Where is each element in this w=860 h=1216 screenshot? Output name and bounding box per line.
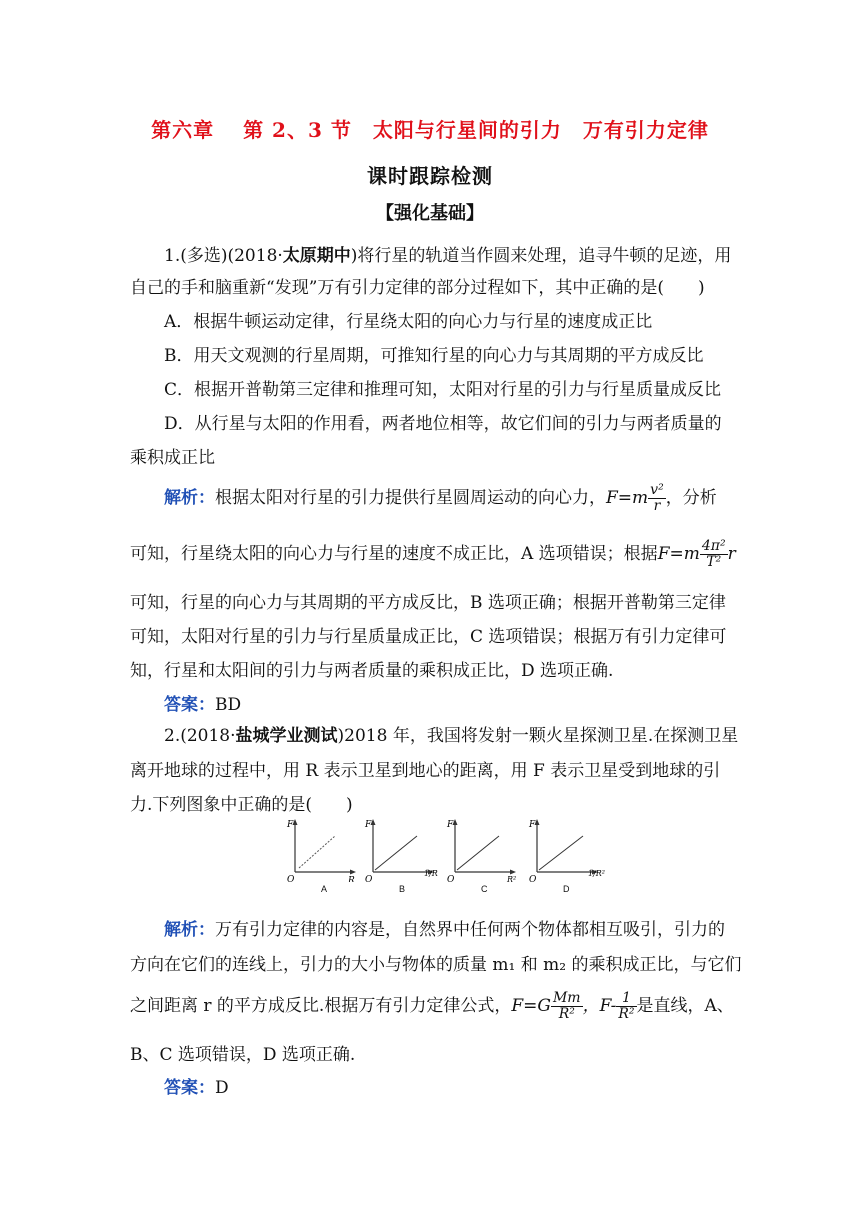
graph-c-letter: C — [481, 884, 488, 894]
graph-a-y-label: F — [287, 820, 294, 830]
q1-analysis-line-1: 解析：根据太阳对行星的引力提供行星圆周运动的向心力，F=m $\frac{\text{v²}}{r}$ ，分析 — [164, 482, 717, 514]
section-heading: 【强化基础】 — [376, 203, 484, 224]
graph-b — [364, 819, 438, 882]
answer-value: BD — [215, 695, 242, 715]
graph-letters — [285, 884, 615, 898]
q2-stem-line-3: 力.下列图象中正确的是( ) — [130, 795, 353, 815]
graph-d-letter: D — [563, 884, 570, 894]
graph-a-origin: O — [287, 875, 295, 882]
q2-analysis-line-2: 方向在它们的连线上，引力的大小与物体的质量 m₁ 和 m₂ 的乘积成正比，与它们 — [130, 955, 742, 975]
analysis-label: 解析： — [164, 920, 215, 940]
graph-b-y-label: F — [365, 820, 372, 830]
graph-d-x-label: 1/R² — [588, 869, 606, 878]
graph-d — [528, 819, 605, 882]
q1-analysis-line-4: 可知，太阳对行星的引力与行星质量成正比，C 选项错误；根据万有引力定律可 — [130, 627, 727, 647]
formula-1-over-r2: $\frac{1}{\text{R²}}$ — [618, 990, 635, 1022]
formula-mm-over-r2: $\frac{Mm}{\text{R²}}$ — [552, 990, 581, 1022]
q2-source: 盐城学业测试 — [235, 726, 338, 746]
q1-analysis-line-2: 可知，行星绕太阳的向心力与行星的速度不成正比，A 选项错误；根据F=m $\frac{\text{4π²}}{\text{T²}}$ r — [130, 538, 736, 570]
answer-label: 答案： — [164, 695, 215, 715]
graph-a-x-label: R — [348, 876, 355, 882]
answer-value: D — [215, 1078, 229, 1098]
q2-stem-line-2: 离开地球的过程中，用 R 表示卫星到地心的距离，用 F 表示卫星受到地球的引 — [130, 761, 721, 781]
graph-c-origin: O — [447, 875, 455, 882]
graph-b-origin: O — [365, 875, 373, 882]
formula-v2-over-r: $\frac{\text{v²}}{r}$ — [650, 482, 664, 514]
graph-a-letter: A — [321, 884, 328, 894]
q1-option-d: D．从行星与太阳的作用看，两者地位相等，故它们间的引力与两者质量的 — [164, 414, 722, 434]
analysis-label: 解析： — [164, 488, 215, 508]
graph-d-y-label: F — [529, 820, 536, 830]
chapter-title: 第六章 第 2、3 节 太阳与行星间的引力 万有引力定律 — [151, 118, 709, 142]
page-subtitle: 课时跟踪检测 — [367, 164, 493, 188]
q1-analysis-line-3: 可知，行星的向心力与其周期的平方成反比，B 选项正确；根据开普勒第三定律 — [130, 593, 726, 613]
q1-option-c: C．根据开普勒第三定律和推理可知，太阳对行星的引力与行星质量成反比 — [164, 380, 722, 400]
graph-a — [286, 819, 356, 882]
q2-analysis-line-4: B、C 选项错误，D 选项正确. — [130, 1045, 356, 1065]
graph-c-y-label: F — [447, 820, 454, 830]
q1-option-a: A．根据牛顿运动定律，行星绕太阳的向心力与行星的速度成正比 — [164, 312, 653, 332]
q2-stem-line-1: 2.(2018·盐城学业测试)2018 年，我国将发射一颗火星探测卫星.在探测卫星 — [164, 726, 739, 746]
answer-label: 答案： — [164, 1078, 215, 1098]
graph-c-x-label: R² — [507, 875, 517, 882]
q2-answer — [164, 1073, 730, 1098]
q1-stem-line-2: 自己的手和脑重新“发现”万有引力定律的部分过程如下，其中正确的是( ) — [130, 278, 705, 298]
q1-option-b: B．用天文观测的行星周期，可推知行星的向心力与其周期的平方成反比 — [164, 346, 704, 366]
q1-source: 太原期中 — [282, 246, 351, 266]
q2-analysis-line-3: 之间距离 r 的平方成反比.根据万有引力定律公式，F=G $\frac{Mm}{\text{R²}}$ ，F- $\frac{1}{\text{R²}}$ 是直线，A、 — [130, 990, 734, 1022]
graph-b-letter: B — [399, 884, 406, 894]
graph-b-x-label: 1/R — [424, 869, 438, 878]
q2-analysis-line-1: 解析：万有引力定律的内容是，自然界中任何两个物体都相互吸引，引力的 — [164, 920, 725, 940]
formula-4pi2-over-t2: $\frac{\text{4π²}}{\text{T²}}$ — [701, 538, 726, 570]
graph-d-origin: O — [529, 875, 537, 882]
q1-option-d-cont: 乘积成正比 — [130, 448, 215, 468]
q1-stem-line-1: 1.(多选)(2018·太原期中)将行星的轨道当作圆来处理，追寻牛顿的足迹，用 — [164, 246, 732, 266]
q1-answer — [164, 690, 730, 715]
graph-c — [446, 819, 516, 882]
q1-analysis-line-5: 知，行星和太阳间的引力与两者质量的乘积成正比，D 选项正确. — [130, 661, 614, 681]
q2-graph-options — [285, 816, 615, 882]
